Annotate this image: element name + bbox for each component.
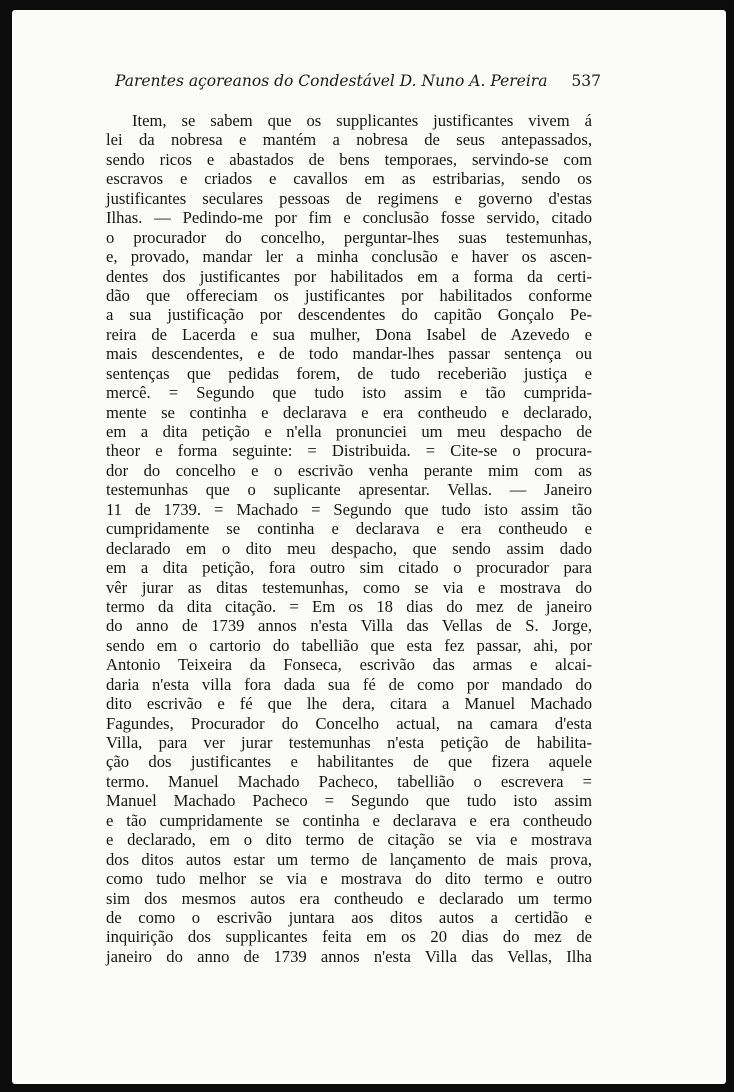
text-line: sentenças que pedidas forem, de tudo receberião justiça e xyxy=(106,363,592,383)
text-line: Ilhas. — Pedindo-me por fim e conclusão fosse servido, citado xyxy=(106,208,592,228)
text-line: justificantes seculares pessoas de regimens e governo d'estas xyxy=(106,188,592,208)
text-line: dito escrivão e fé que lhe dera, citara a Manuel Machado xyxy=(106,694,592,714)
text-line: em a dita petição, fora outro sim citado o procurador para xyxy=(106,558,592,578)
text-line: sendo ricos e abastados de bens temporaes, servindo-se com xyxy=(106,149,592,169)
text-line: mais descendentes, e de todo mandar-lhes passar sentença ou xyxy=(106,344,592,364)
text-line: Villa, para ver jurar testemunhas n'esta petição de habilita- xyxy=(106,733,592,752)
text-line: e tão cumpridamente se continha e declarava e era contheudo xyxy=(106,810,592,830)
text-line: e, provado, mandar ler a minha conclusão e haver os ascen- xyxy=(106,247,592,267)
text-line: dor do concelho e o escrivão venha perante mim com as xyxy=(106,460,592,480)
book-page xyxy=(12,10,726,1084)
body-text xyxy=(106,111,592,966)
text-line: Manuel Machado Pacheco = Segundo que tudo isto assim xyxy=(106,791,592,811)
text-line: janeiro do anno de 1739 annos n'esta Villa das Vellas, Ilha xyxy=(106,946,592,966)
text-line: em a dita petição e n'ella pronunciei um meu despacho de xyxy=(106,422,592,441)
text-line: Fagundes, Procurador do Concelho actual, na camara d'esta xyxy=(106,713,592,733)
text-line: termo da dita citação. = Em os 18 dias do mez de janeiro xyxy=(106,596,592,616)
text-line: cumpridamente se continha e declarava e era contheudo e xyxy=(106,519,592,539)
text-line: Item, se sabem que os supplicantes justificantes vivem á xyxy=(132,111,592,130)
running-header xyxy=(115,72,601,98)
text-line: escravos e criados e cavallos em as estribarias, sendo os xyxy=(106,169,592,189)
text-line: declarado em o dito meu despacho, que sendo assim dado xyxy=(106,538,592,558)
text-line: termo. Manuel Machado Pacheco, tabellião o escrevera = xyxy=(106,771,592,791)
text-line: Antonio Teixeira da Fonseca, escrivão das armas e alcai- xyxy=(106,655,592,675)
text-line: reira de Lacerda e sua mulher, Dona Isabel de Azevedo e xyxy=(106,324,592,344)
text-line: e declarado, em o dito termo de citação se via e mostrava xyxy=(106,830,592,850)
text-line: dão que offereciam os justificantes por habilitados conforme xyxy=(106,285,592,305)
text-line: mente se continha e declarava e era contheudo e declarado, xyxy=(106,402,592,422)
text-line: 11 de 1739. = Machado = Segundo que tudo isto assim tão xyxy=(106,499,592,519)
text-line: o procurador do concelho, perguntar-lhes suas testemunhas, xyxy=(106,227,592,247)
text-line: de como o escrivão juntara aos ditos autos a certidão e xyxy=(106,907,592,927)
running-title: Parentes açoreanos do Condestável D. Nuno A. Pereira xyxy=(115,72,548,90)
text-line: vêr jurar as ditas testemunhas, como se via e mostrava do xyxy=(106,577,592,597)
text-line: testemunhas que o suplicante apresentar. Vellas. — Janeiro xyxy=(106,480,592,500)
page-number: 537 xyxy=(571,72,601,90)
text-line: dos ditos autos estar um termo de lançamento de mais prova, xyxy=(106,849,592,869)
text-line: theor e forma seguinte: = Distribuida. = Cite-se o procura- xyxy=(106,441,592,461)
text-line: dentes dos justificantes por habilitados em a forma da certi- xyxy=(106,266,592,286)
text-line: sendo em o cartorio do tabellião que esta fez passar, ahi, por xyxy=(106,635,592,655)
text-line: sim dos mesmos autos era contheudo e declarado um termo xyxy=(106,888,592,908)
text-line: do anno de 1739 annos n'esta Villa das Vellas de S. Jorge, xyxy=(106,616,592,636)
text-line: a sua justificação por descendentes do capitão Gonçalo Pe- xyxy=(106,305,592,325)
text-line: inquirição dos supplicantes feita em os 20 dias do mez de xyxy=(106,927,592,947)
text-line: como tudo melhor se via e mostrava do dito termo e outro xyxy=(106,869,592,889)
text-line: daria n'esta villa fora dada sua fé de como por mandado do xyxy=(106,674,592,694)
text-line: mercê. = Segundo que tudo isto assim e tão cumprida- xyxy=(106,383,592,403)
text-line: ção dos justificantes e habilitantes de que fizera aquele xyxy=(106,752,592,772)
text-line: lei da nobresa e mantém a nobresa de seus antepassados, xyxy=(106,130,592,150)
